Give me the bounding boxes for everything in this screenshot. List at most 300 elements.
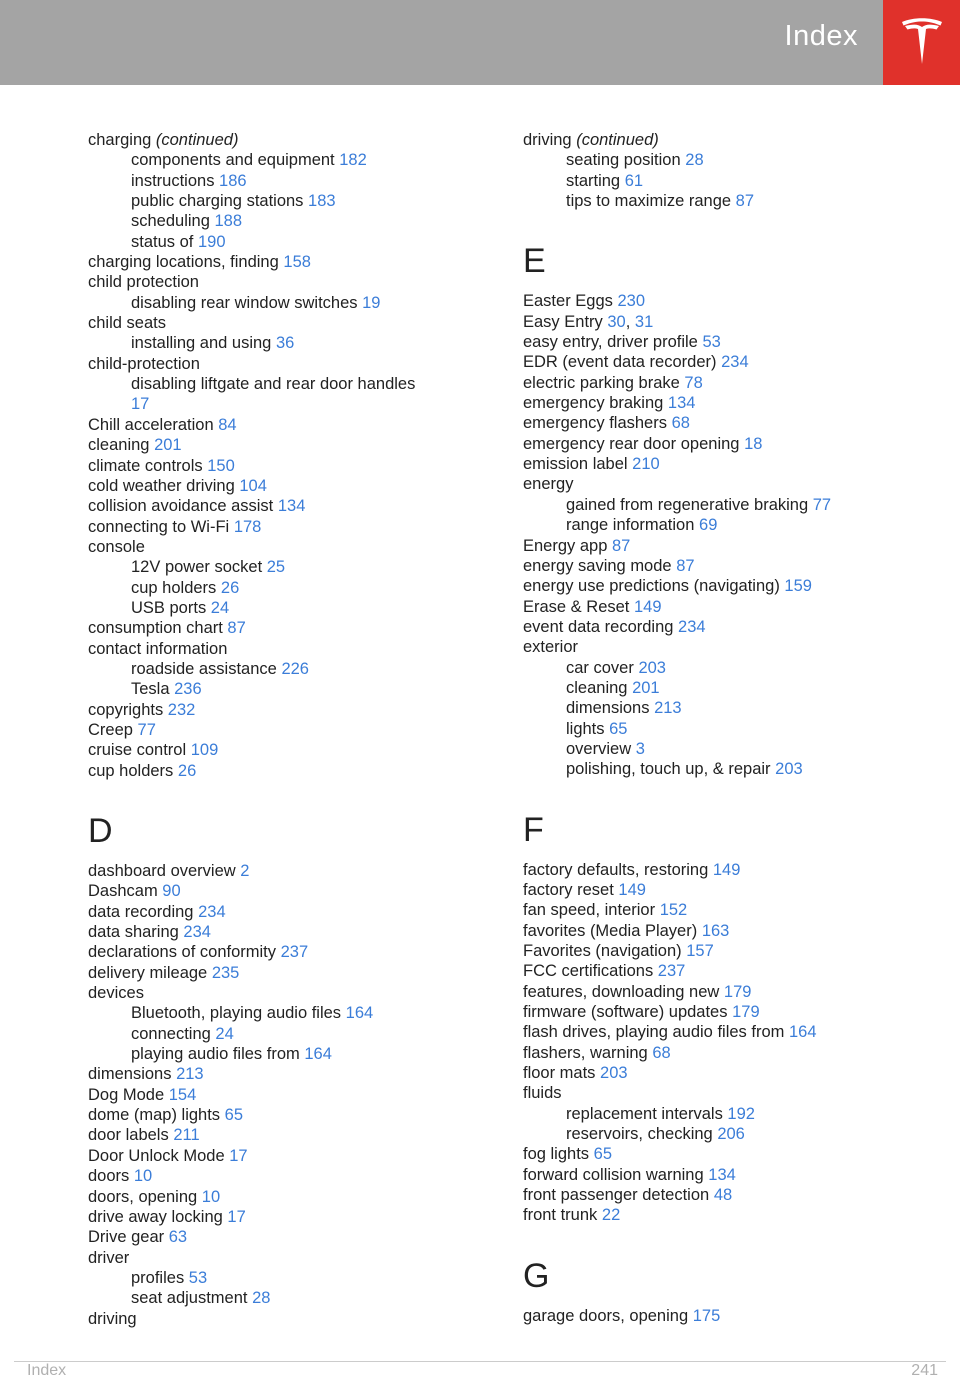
index-letter-heading: F xyxy=(523,810,544,849)
index-term: energy use predictions (navigating) xyxy=(523,577,780,596)
page-link[interactable]: 65 xyxy=(609,719,628,738)
index-term: forward collision warning xyxy=(523,1165,704,1184)
page-link[interactable]: 87 xyxy=(227,619,246,638)
page-link[interactable]: 19 xyxy=(362,293,381,312)
index-entry xyxy=(523,1022,923,1042)
index-term: driving xyxy=(523,131,572,149)
page-link[interactable]: 22 xyxy=(601,1206,621,1225)
page-link[interactable]: 183 xyxy=(308,192,336,211)
index-term: factory defaults, restoring xyxy=(523,860,709,879)
index-term: climate controls xyxy=(88,456,203,475)
index-entry xyxy=(88,881,488,901)
index-term: starting xyxy=(566,171,621,190)
page-link[interactable]: 17 xyxy=(227,1207,246,1226)
page-link[interactable]: 203 xyxy=(600,1064,628,1083)
page-link[interactable]: 149 xyxy=(618,880,646,899)
page-link[interactable]: 28 xyxy=(685,151,704,170)
index-term: delivery mileage xyxy=(88,963,208,982)
index-term: garage doors, opening xyxy=(523,1306,689,1325)
index-term: Chill acceleration xyxy=(88,415,214,434)
index-term: roadside assistance xyxy=(131,659,277,678)
page-link[interactable]: 158 xyxy=(283,253,311,272)
index-subentry xyxy=(523,1124,923,1144)
page-link[interactable]: 63 xyxy=(168,1228,188,1247)
index-subentry xyxy=(523,739,923,759)
index-entry xyxy=(88,435,488,455)
index-entry xyxy=(88,456,488,476)
page-link[interactable]: 104 xyxy=(239,476,267,495)
page-link[interactable]: 188 xyxy=(214,212,243,231)
page-link[interactable]: 30 xyxy=(607,312,626,331)
index-entry xyxy=(523,1083,923,1103)
page-link[interactable]: 178 xyxy=(233,517,262,536)
index-subentry xyxy=(523,171,923,191)
index-term: Erase & Reset xyxy=(523,597,630,616)
index-entry xyxy=(88,1105,488,1125)
index-term: status of xyxy=(131,232,194,251)
index-term: devices xyxy=(88,984,144,1003)
page-link[interactable]: 190 xyxy=(197,232,226,251)
index-subentry xyxy=(88,374,488,394)
index-entry: Easy Entry 30, 31 xyxy=(523,312,654,331)
index-term: car cover xyxy=(566,658,634,677)
index-entry xyxy=(523,1165,923,1185)
index-subentry xyxy=(523,678,923,698)
index-entry xyxy=(88,983,488,1003)
index-subentry xyxy=(88,557,488,577)
index-term: dimensions xyxy=(88,1065,172,1084)
page-link[interactable]: 201 xyxy=(632,678,660,697)
index-term: replacement intervals xyxy=(566,1104,723,1123)
index-entry xyxy=(88,272,488,292)
page-link[interactable]: 10 xyxy=(201,1187,221,1206)
page-link[interactable]: 232 xyxy=(167,700,196,719)
index-term: instructions xyxy=(131,171,215,190)
page-link[interactable]: 87 xyxy=(612,536,631,555)
page-link[interactable]: 53 xyxy=(702,333,721,352)
index-term: scheduling xyxy=(131,212,210,231)
index-term: dashboard overview xyxy=(88,862,236,880)
index-entry xyxy=(523,474,923,494)
index-subentry xyxy=(523,698,923,718)
index-term: copyrights xyxy=(88,700,164,719)
page-link[interactable]: 26 xyxy=(220,578,240,597)
footer-section: Index xyxy=(27,1362,67,1379)
index-subentry xyxy=(88,171,488,191)
index-term: Easter Eggs xyxy=(523,292,613,311)
index-term: energy xyxy=(523,475,574,494)
index-term: emergency rear door opening xyxy=(523,434,740,453)
index-term: range information xyxy=(566,516,695,535)
tesla-logo-icon xyxy=(899,16,945,70)
index-letter-heading: D xyxy=(88,812,113,850)
index-entry xyxy=(523,373,923,393)
index-term: Favorites (navigation) xyxy=(523,942,682,960)
index-entry xyxy=(523,1306,923,1326)
index-term: fan speed, interior xyxy=(523,901,656,920)
index-term: child protection xyxy=(88,273,199,292)
index-column-left xyxy=(88,130,488,1329)
page-link[interactable]: 230 xyxy=(617,292,646,311)
index-term: flashers, warning xyxy=(523,1043,648,1062)
index-subentry xyxy=(88,150,488,170)
index-term: disabling rear window switches xyxy=(131,293,358,312)
page-link[interactable]: 237 xyxy=(657,962,686,981)
page-link[interactable]: 163 xyxy=(701,921,730,940)
index-term: floor mats xyxy=(523,1064,596,1083)
index-subentry xyxy=(88,333,488,353)
page-link[interactable]: 149 xyxy=(712,860,741,879)
page-link[interactable]: 203 xyxy=(638,658,666,677)
index-subentry xyxy=(88,679,488,699)
page-link[interactable]: 65 xyxy=(224,1106,244,1125)
index-entry xyxy=(523,921,923,941)
index-entry xyxy=(88,1207,488,1227)
index-term: cruise control xyxy=(88,741,187,760)
index-term: dome (map) lights xyxy=(88,1106,221,1125)
index-term: contact information xyxy=(88,639,228,658)
index-term: seating position xyxy=(566,151,681,170)
page-link[interactable]: 164 xyxy=(345,1004,374,1023)
index-entry xyxy=(523,413,923,433)
index-entry xyxy=(88,252,488,272)
index-subentry xyxy=(523,150,923,170)
index-subentry xyxy=(88,659,488,679)
index-entry xyxy=(88,700,488,720)
page-link[interactable]: 175 xyxy=(692,1306,721,1325)
index-entry xyxy=(523,880,923,900)
index-entry xyxy=(88,1227,488,1247)
continued-label: (continued) xyxy=(155,131,239,149)
index-entry xyxy=(88,1064,488,1084)
page-link[interactable]: 179 xyxy=(723,982,752,1001)
index-term: components and equipment xyxy=(131,151,335,170)
index-term: 12V power socket xyxy=(131,558,263,577)
index-subentry xyxy=(88,191,488,211)
page-link[interactable]: 164 xyxy=(788,1023,817,1042)
index-term: overview xyxy=(566,739,632,758)
index-term: front passenger detection xyxy=(523,1186,710,1205)
page-link[interactable]: 25 xyxy=(266,558,286,577)
page-link[interactable]: 201 xyxy=(154,436,182,455)
index-term: Drive gear xyxy=(88,1228,165,1247)
page-link[interactable]: 3 xyxy=(635,739,645,758)
page-link[interactable]: 68 xyxy=(671,414,690,433)
page-link[interactable]: 210 xyxy=(632,455,660,474)
page-link[interactable]: 24 xyxy=(215,1024,234,1043)
index-term: child-protection xyxy=(88,354,200,373)
page-link[interactable]: 87 xyxy=(676,556,695,575)
page-link[interactable]: 157 xyxy=(686,942,714,960)
index-subentry xyxy=(88,1288,488,1308)
index-entry xyxy=(88,517,488,537)
page-link[interactable]: 17 xyxy=(131,395,150,414)
index-term: electric parking brake xyxy=(523,373,680,392)
index-term: emergency flashers xyxy=(523,414,667,433)
index-entry xyxy=(88,720,488,740)
index-term: tips to maximize range xyxy=(566,192,732,211)
index-term: flash drives, playing audio files from xyxy=(523,1023,785,1042)
index-term: front trunk xyxy=(523,1206,598,1225)
index-entry xyxy=(88,130,488,150)
index-entry xyxy=(88,313,488,333)
index-term: features, downloading new xyxy=(523,982,720,1001)
index-term: connecting xyxy=(131,1024,211,1043)
index-term: easy entry, driver profile xyxy=(523,333,698,352)
page-link[interactable]: 203 xyxy=(775,760,803,779)
index-entry xyxy=(88,1166,488,1186)
index-term: child seats xyxy=(88,314,166,333)
index-entry xyxy=(88,496,488,516)
page-link[interactable]: 152 xyxy=(659,901,688,920)
page-link[interactable]: 18 xyxy=(744,434,763,453)
index-term: driving xyxy=(88,1309,137,1328)
footer-page-number: 241 xyxy=(911,1362,938,1379)
index-letter-heading: G xyxy=(523,1256,550,1295)
page-link[interactable]: 236 xyxy=(174,680,202,699)
page-link[interactable]: 159 xyxy=(784,577,812,596)
index-term: drive away locking xyxy=(88,1207,223,1226)
index-subentry xyxy=(88,232,488,252)
index-term: FCC certifications xyxy=(523,962,654,981)
index-term: emission label xyxy=(523,455,628,474)
index-subentry xyxy=(88,211,488,231)
index-term: public charging stations xyxy=(131,192,304,211)
page-link[interactable]: 211 xyxy=(173,1126,200,1145)
page-link[interactable]: 179 xyxy=(732,1003,760,1022)
page-link[interactable]: 109 xyxy=(190,741,219,760)
index-subentry xyxy=(523,1104,923,1124)
page-link[interactable]: 134 xyxy=(708,1165,736,1184)
index-entry xyxy=(523,556,923,576)
index-entry xyxy=(88,354,488,374)
page-link[interactable]: 48 xyxy=(713,1186,733,1205)
index-term: Dashcam xyxy=(88,882,158,901)
index-entry xyxy=(88,639,488,659)
page-link[interactable]: 90 xyxy=(162,882,181,901)
index-term: reservoirs, checking xyxy=(566,1125,713,1144)
page-link[interactable]: 77 xyxy=(812,495,832,514)
index-term: data recording xyxy=(88,902,194,921)
index-entry xyxy=(88,1309,488,1329)
index-term: driver xyxy=(88,1248,130,1267)
index-term: Creep xyxy=(88,720,133,739)
index-entry xyxy=(88,476,488,496)
page-link[interactable]: 149 xyxy=(633,597,662,616)
index-entry xyxy=(88,1125,488,1145)
index-term: doors xyxy=(88,1167,130,1186)
index-entry xyxy=(523,434,923,454)
index-entry xyxy=(523,454,923,474)
index-entry xyxy=(523,291,923,311)
index-term: Door Unlock Mode xyxy=(88,1146,225,1165)
page-link[interactable]: 234 xyxy=(678,617,706,636)
index-subentry xyxy=(88,1024,488,1044)
index-term: Easy Entry xyxy=(523,312,603,331)
index-entry xyxy=(523,393,923,413)
page-link[interactable]: 234 xyxy=(183,923,211,942)
page-header xyxy=(0,0,960,85)
index-term: charging xyxy=(88,131,152,149)
page-link[interactable]: 134 xyxy=(277,497,306,516)
index-term: cleaning xyxy=(88,436,150,455)
page-link[interactable]: 36 xyxy=(275,334,295,353)
index-term: console xyxy=(88,537,145,556)
page-link[interactable]: 84 xyxy=(218,415,237,434)
index-entry xyxy=(88,618,488,638)
index-entry xyxy=(88,861,488,881)
page-link[interactable]: 61 xyxy=(624,171,644,190)
index-entry xyxy=(88,902,488,922)
index-term: declarations of conformity xyxy=(88,943,277,962)
page-link[interactable]: 226 xyxy=(281,659,309,678)
index-entry xyxy=(523,1205,923,1225)
index-entry xyxy=(523,130,923,150)
index-term: factory reset xyxy=(523,880,614,899)
index-entry xyxy=(523,1002,923,1022)
index-subentry xyxy=(523,495,923,515)
index-entry xyxy=(523,576,923,596)
index-entry xyxy=(523,617,923,637)
page-link[interactable]: 87 xyxy=(735,192,755,211)
index-term: favorites (Media Player) xyxy=(523,921,698,940)
index-term: profiles xyxy=(131,1268,185,1287)
page-link[interactable]: 192 xyxy=(727,1104,755,1123)
index-subentry xyxy=(523,719,923,739)
index-term: data sharing xyxy=(88,923,179,942)
page-link[interactable]: 26 xyxy=(177,761,197,780)
page-link[interactable]: 68 xyxy=(652,1043,671,1062)
index-subentry xyxy=(88,598,488,618)
page-link[interactable]: 182 xyxy=(339,151,367,170)
page-link[interactable]: 234 xyxy=(198,902,226,921)
index-subentry xyxy=(88,578,488,598)
footer-divider xyxy=(14,1361,946,1362)
index-subentry xyxy=(88,1003,488,1023)
index-entry xyxy=(88,1085,488,1105)
index-entry xyxy=(88,963,488,983)
page-link[interactable]: 28 xyxy=(252,1289,271,1308)
index-term: dimensions xyxy=(566,699,650,718)
index-subentry xyxy=(523,759,923,779)
index-entry xyxy=(523,900,923,920)
index-term: cup holders xyxy=(88,761,174,780)
page-link[interactable]: 213 xyxy=(654,699,682,718)
continued-label: (continued) xyxy=(576,131,659,149)
index-column-right xyxy=(523,130,923,1326)
page-link[interactable]: 53 xyxy=(188,1268,208,1287)
index-term: seat adjustment xyxy=(131,1289,248,1308)
index-entry xyxy=(523,597,923,617)
index-term: EDR (event data recorder) xyxy=(523,353,717,372)
index-term: polishing, touch up, & repair xyxy=(566,760,771,779)
page-link[interactable]: 206 xyxy=(717,1125,745,1144)
page-link[interactable]: 2 xyxy=(240,862,250,880)
index-term: disabling liftgate and rear door handles xyxy=(131,375,416,394)
index-term: fog lights xyxy=(523,1145,590,1164)
page-link[interactable]: 69 xyxy=(699,516,718,535)
index-term: installing and using xyxy=(131,334,272,353)
index-term: charging locations, finding xyxy=(88,253,279,272)
index-entry xyxy=(88,415,488,435)
index-subentry xyxy=(88,293,488,313)
index-term: connecting to Wi-Fi xyxy=(88,517,230,536)
page-link[interactable]: 186 xyxy=(219,171,247,190)
index-term: cold weather driving xyxy=(88,476,235,495)
index-term: gained from regenerative braking xyxy=(566,495,809,514)
page-link[interactable]: 17 xyxy=(229,1146,248,1165)
index-term: collision avoidance assist xyxy=(88,497,274,516)
index-entry xyxy=(523,982,923,1002)
index-entry xyxy=(523,860,923,880)
page-link[interactable]: 235 xyxy=(211,963,240,982)
index-entry xyxy=(88,922,488,942)
index-subentry xyxy=(523,515,923,535)
index-entry xyxy=(523,332,923,352)
index-entry xyxy=(88,1187,488,1207)
index-entry xyxy=(523,941,923,961)
page-link[interactable]: 164 xyxy=(304,1045,332,1064)
page-link[interactable]: 31 xyxy=(634,312,654,331)
index-entry xyxy=(523,536,923,556)
brand-logo xyxy=(883,0,960,85)
index-entry xyxy=(523,1185,923,1205)
index-term: door labels xyxy=(88,1126,169,1145)
index-subentry xyxy=(88,1268,488,1288)
index-term: Bluetooth, playing audio files xyxy=(131,1004,342,1023)
index-term: fluids xyxy=(523,1084,562,1103)
page-link[interactable]: 154 xyxy=(168,1085,197,1104)
index-term: Energy app xyxy=(523,536,608,555)
index-entry xyxy=(523,637,923,657)
page-link[interactable]: 134 xyxy=(667,394,696,413)
index-entry xyxy=(523,1063,923,1083)
page-link[interactable]: 213 xyxy=(176,1065,204,1084)
index-term: Dog Mode xyxy=(88,1085,165,1104)
index-term: emergency braking xyxy=(523,394,664,413)
index-term: event data recording xyxy=(523,617,674,636)
index-entry xyxy=(88,1248,488,1268)
index-entry xyxy=(88,761,488,781)
page-link[interactable]: 24 xyxy=(210,598,230,617)
index-subentry xyxy=(88,394,488,414)
index-entry xyxy=(88,537,488,557)
index-term: USB ports xyxy=(131,598,207,617)
page-link[interactable]: 10 xyxy=(133,1167,153,1186)
page-link[interactable]: 234 xyxy=(721,353,749,372)
index-entry xyxy=(523,1043,923,1063)
index-entry xyxy=(523,961,923,981)
page-link[interactable]: 237 xyxy=(280,943,309,962)
index-term: cleaning xyxy=(566,678,628,697)
index-entry xyxy=(523,1144,923,1164)
index-entry xyxy=(523,352,923,372)
page-link[interactable]: 65 xyxy=(593,1145,612,1164)
index-term: firmware (software) updates xyxy=(523,1003,728,1022)
page-link[interactable]: 150 xyxy=(207,456,235,475)
index-entry xyxy=(88,942,488,962)
page-link[interactable]: 78 xyxy=(684,373,703,392)
index-entry xyxy=(88,740,488,760)
section-title: Index xyxy=(784,20,858,52)
page-link[interactable]: 77 xyxy=(137,720,156,739)
index-term: playing audio files from xyxy=(131,1045,300,1064)
index-subentry xyxy=(523,191,923,211)
index-term: Tesla xyxy=(131,680,170,699)
index-subentry xyxy=(88,1044,488,1064)
index-term: lights xyxy=(566,719,605,738)
index-term: exterior xyxy=(523,638,579,657)
